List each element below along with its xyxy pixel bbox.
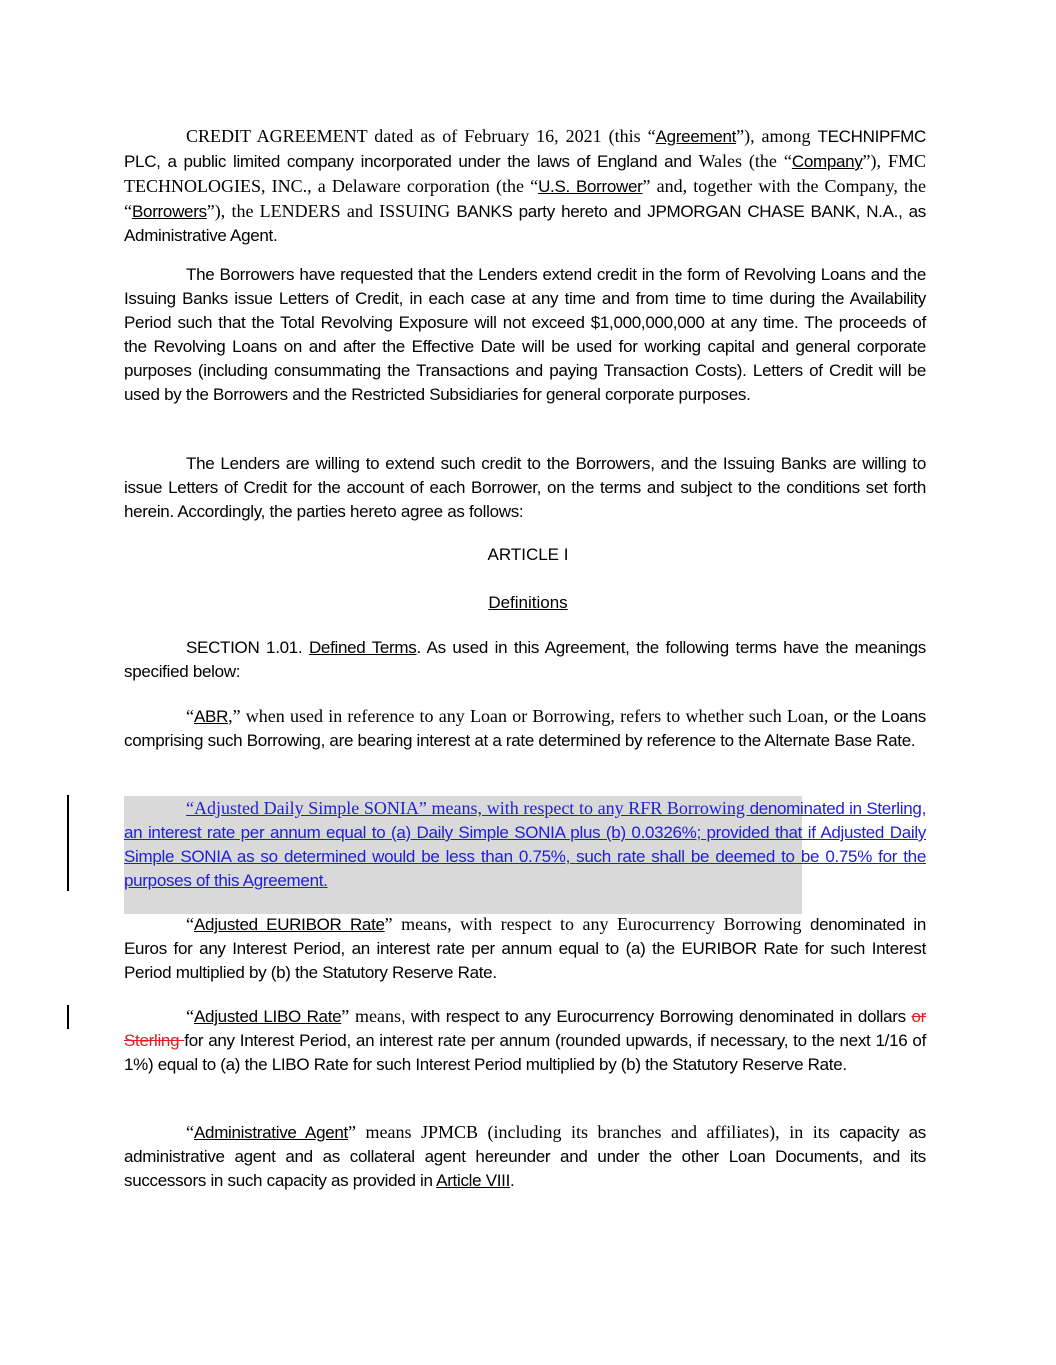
article-heading: ARTICLE I xyxy=(487,545,569,564)
defined-term: ABR xyxy=(194,707,229,726)
recital-paragraph xyxy=(124,452,926,524)
preamble-paragraph xyxy=(124,124,926,248)
text: ”), FMC TECHNOLOGIES, INC., a Delaware corporation (the “ xyxy=(124,151,926,196)
definition-adjusted-euribor-rate xyxy=(124,912,926,985)
text: ” means, with respect to any Eurocurrency Borrowing xyxy=(384,914,810,934)
text: “ xyxy=(186,1006,194,1026)
defined-term: Borrowers xyxy=(132,202,207,221)
inserted-text: “Adjusted Daily Simple SONIA” means, with respect to any RFR Borrowing xyxy=(186,798,750,818)
definition-administrative-agent xyxy=(124,1120,926,1193)
text: The Borrowers have requested that the Lenders extend credit in the form of Revolving Loans and the Issuing Banks issue Letters of Credit, in each case at any time and from time to time during the Availability Period such that the Total Revolving Exposure will not exceed $1,000,000,000 at any time. The proceeds of the Revolving Loans on and after the Effective Date will be used for working capital and general corporate purposes (including consummating the Transactions and paying Transaction Costs). Letters of Credit will be used by the Borrowers and the Restricted Subsidiaries for general corporate purposes. xyxy=(124,265,926,404)
definition-abr xyxy=(124,704,926,753)
text: “ xyxy=(186,706,194,726)
article-subheading: Definitions xyxy=(488,593,568,612)
section-title: Defined Terms xyxy=(308,638,417,657)
section-paragraph xyxy=(124,636,926,684)
defined-term: Company xyxy=(791,152,863,171)
text: BANKS party hereto and JPMORGAN CHASE BANK, N.A., as Administrative Agent. xyxy=(124,202,926,245)
defined-term: Administrative Agent xyxy=(194,1123,348,1142)
defined-term: U.S. Borrower xyxy=(538,177,643,196)
text: “ xyxy=(186,914,194,934)
text: CREDIT AGREEMENT dated as of February 16, 2021 (this “ xyxy=(186,126,656,146)
definition-adjusted-libo-rate xyxy=(124,1004,926,1077)
deleted-text: or Sterling xyxy=(124,1007,926,1050)
text: ”), the LENDERS and ISSUING xyxy=(206,201,457,221)
text: The Lenders are willing to extend such credit to the Borrowers, and the Issuing Banks are willing to issue Letters of Credit for the account of each Borrower, on the terms and subject to the conditions set forth herein. Accordingly, the parties hereto agree as follows: xyxy=(124,454,926,521)
text: . As used in this Agreement, the following terms have the meanings specified below: xyxy=(124,638,926,681)
defined-term: Agreement xyxy=(655,127,737,146)
text: denominated in Euros for any Interest Period, an interest rate per annum equal to (a) the EURIBOR Rate for such Interest Period multiplied by (b) the Statutory Reserve Rate. xyxy=(124,915,926,982)
definition-adjusted-daily-simple-sonia xyxy=(124,796,926,893)
cross-reference-link[interactable]: Article VIII xyxy=(436,1171,511,1190)
defined-term: Adjusted LIBO Rate xyxy=(194,1007,342,1026)
text: , with respect to any Eurocurrency Borrowing denominated in dollars xyxy=(400,1007,912,1026)
change-bar xyxy=(67,1005,69,1029)
text: ,” when used in reference to any Loan or Borrowing, refers to whether such Loan, xyxy=(228,706,834,726)
defined-term: Adjusted EURIBOR Rate xyxy=(194,915,385,934)
text: . xyxy=(510,1171,515,1190)
change-bar xyxy=(67,795,69,891)
text: TECHNIPFMC PLC, a public limited company incorporated under the laws of England and xyxy=(124,127,926,171)
text: SECTION 1.01. xyxy=(186,638,309,657)
recital-paragraph xyxy=(124,263,926,407)
inserted-text: denominated in Sterling, an interest rate per annum equal to (a) Daily Simple SONIA plus (b) 0.0326%; provided that if Adjusted Daily Simple SONIA as so determined would be less than 0.75%, such rate shall be deemed to be 0.75% for the purposes of this Agreement. xyxy=(124,799,926,890)
text: capacity as administrative agent and as collateral agent hereunder and under the other Loan Documents, and its successors in such capacity as provided in xyxy=(124,1123,926,1190)
text: “ xyxy=(186,1122,194,1142)
text: ” means xyxy=(341,1006,401,1026)
text: Wales (the “ xyxy=(698,151,792,171)
text: ” means JPMCB (including its branches and affiliates), in its xyxy=(347,1122,840,1142)
text: for any Interest Period, an interest rate per annum (rounded upwards, if necessary, to the next 1/16 of 1%) equal to (a) the LIBO Rate for such Interest Period multiplied by (b) the Statutory Reserve Rate. xyxy=(124,1031,926,1074)
text: ”), among xyxy=(736,126,818,146)
text: or the Loans comprising such Borrowing, are bearing interest at a rate determined by reference to the Alternate Base Rate. xyxy=(124,707,926,750)
text: ” and, together with the Company, the “ xyxy=(124,176,926,221)
